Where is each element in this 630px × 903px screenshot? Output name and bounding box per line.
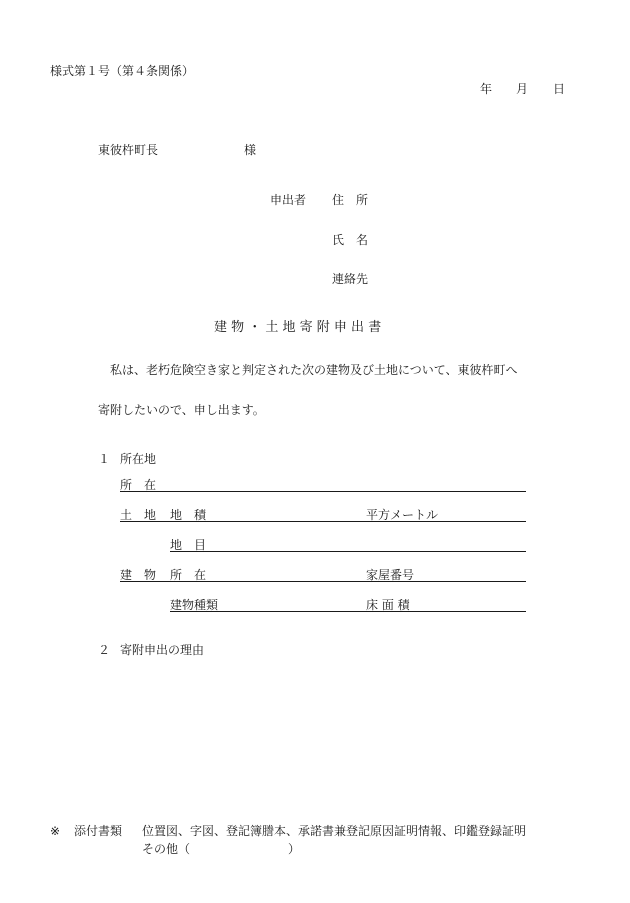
attachments-other-close: ） (288, 842, 301, 856)
building-type-underline (170, 611, 526, 612)
attachments-other: その他（ (142, 842, 191, 856)
location-label: 所 在 (120, 478, 157, 492)
land-label: 土 地 (120, 508, 157, 522)
section1-number: １ (98, 452, 111, 466)
addressee-honorific: 様 (244, 143, 257, 157)
land-area-label: 地 積 (170, 508, 207, 522)
date-day: 日 (553, 82, 566, 96)
building-location-label: 所 在 (170, 568, 207, 582)
addressee-name: 東彼杵町長 (98, 143, 159, 157)
floor-area-label: 床 面 積 (366, 598, 410, 612)
document-title: 建 物 ・ 土 地 寄 附 申 出 書 (214, 320, 382, 335)
attachments-mark: ※ (50, 824, 61, 838)
form-number: 様式第１号（第４条関係） (50, 64, 195, 78)
building-type-label: 建物種類 (170, 598, 219, 612)
house-number-label: 家屋番号 (366, 568, 415, 582)
building-label: 建 物 (120, 568, 157, 582)
section2-heading: 寄附申出の理由 (120, 643, 205, 657)
land-area-underline (120, 521, 526, 522)
land-area-unit: 平方メートル (366, 508, 439, 522)
applicant-contact-label: 連絡先 (332, 272, 369, 286)
attachments-list: 位置図、字図、登記簿謄本、承諾書兼登記原因証明情報、印鑑登録証明 (142, 824, 527, 838)
section2-number: ２ (98, 643, 111, 657)
location-underline (120, 491, 526, 492)
attachments-label: 添付書類 (74, 824, 123, 838)
date-month: 月 (516, 82, 529, 96)
section1-heading: 所在地 (120, 452, 157, 466)
applicant-name-label: 氏 名 (332, 233, 369, 247)
body-line-2: 寄附したいので、申し出ます。 (98, 403, 265, 417)
applicant-address-label: 住 所 (332, 193, 369, 207)
land-category-underline (170, 551, 526, 552)
building-location-underline (120, 581, 526, 582)
applicant-label: 申出者 (270, 193, 307, 207)
land-category-label: 地 目 (170, 538, 207, 552)
body-line-1: 私は、老朽危険空き家と判定された次の建物及び土地について、東彼杵町へ (110, 363, 518, 377)
date-year: 年 (480, 82, 493, 96)
